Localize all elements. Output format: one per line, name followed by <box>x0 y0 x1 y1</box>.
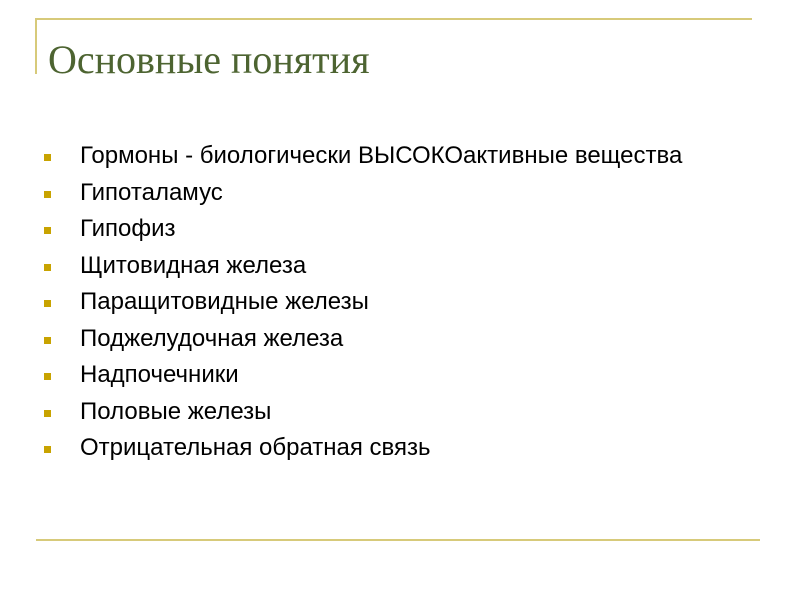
bullet-item <box>44 288 744 316</box>
bullet-text: Отрицательная обратная связь <box>80 434 431 461</box>
bullet-text: Половые железы <box>80 397 272 425</box>
square-bullet-icon <box>44 300 51 307</box>
square-bullet-icon <box>44 191 51 198</box>
bullet-item <box>44 398 744 426</box>
square-bullet-icon <box>44 154 51 161</box>
bullet-item <box>44 215 744 243</box>
square-bullet-icon <box>44 264 51 271</box>
bullet-list <box>44 142 744 471</box>
slide-title: Основные понятия <box>48 37 370 82</box>
title-top-rule <box>36 18 752 20</box>
bullet-item <box>44 325 744 353</box>
bullet-item <box>44 252 744 280</box>
square-bullet-icon <box>44 373 51 380</box>
bullet-text: Паращитовидные железы <box>80 288 369 315</box>
square-bullet-icon <box>44 410 51 417</box>
bullet-text: Надпочечники <box>80 361 239 388</box>
bullet-text: Гормоны - биологически ВЫСОКОактивные вещества <box>80 142 683 169</box>
bullet-item <box>44 434 744 462</box>
bullet-text: Гипоталамус <box>80 178 223 206</box>
title-left-rule <box>35 18 37 74</box>
square-bullet-icon <box>44 337 51 344</box>
bullet-text: Щитовидная железа <box>80 251 307 279</box>
bullet-item <box>44 179 744 207</box>
bullet-text: Поджелудочная железа <box>80 324 344 352</box>
bullet-text: Гипофиз <box>80 215 176 242</box>
square-bullet-icon <box>44 227 51 234</box>
bottom-rule <box>36 539 760 541</box>
bullet-item <box>44 361 744 389</box>
bullet-item <box>44 142 744 170</box>
square-bullet-icon <box>44 446 51 453</box>
